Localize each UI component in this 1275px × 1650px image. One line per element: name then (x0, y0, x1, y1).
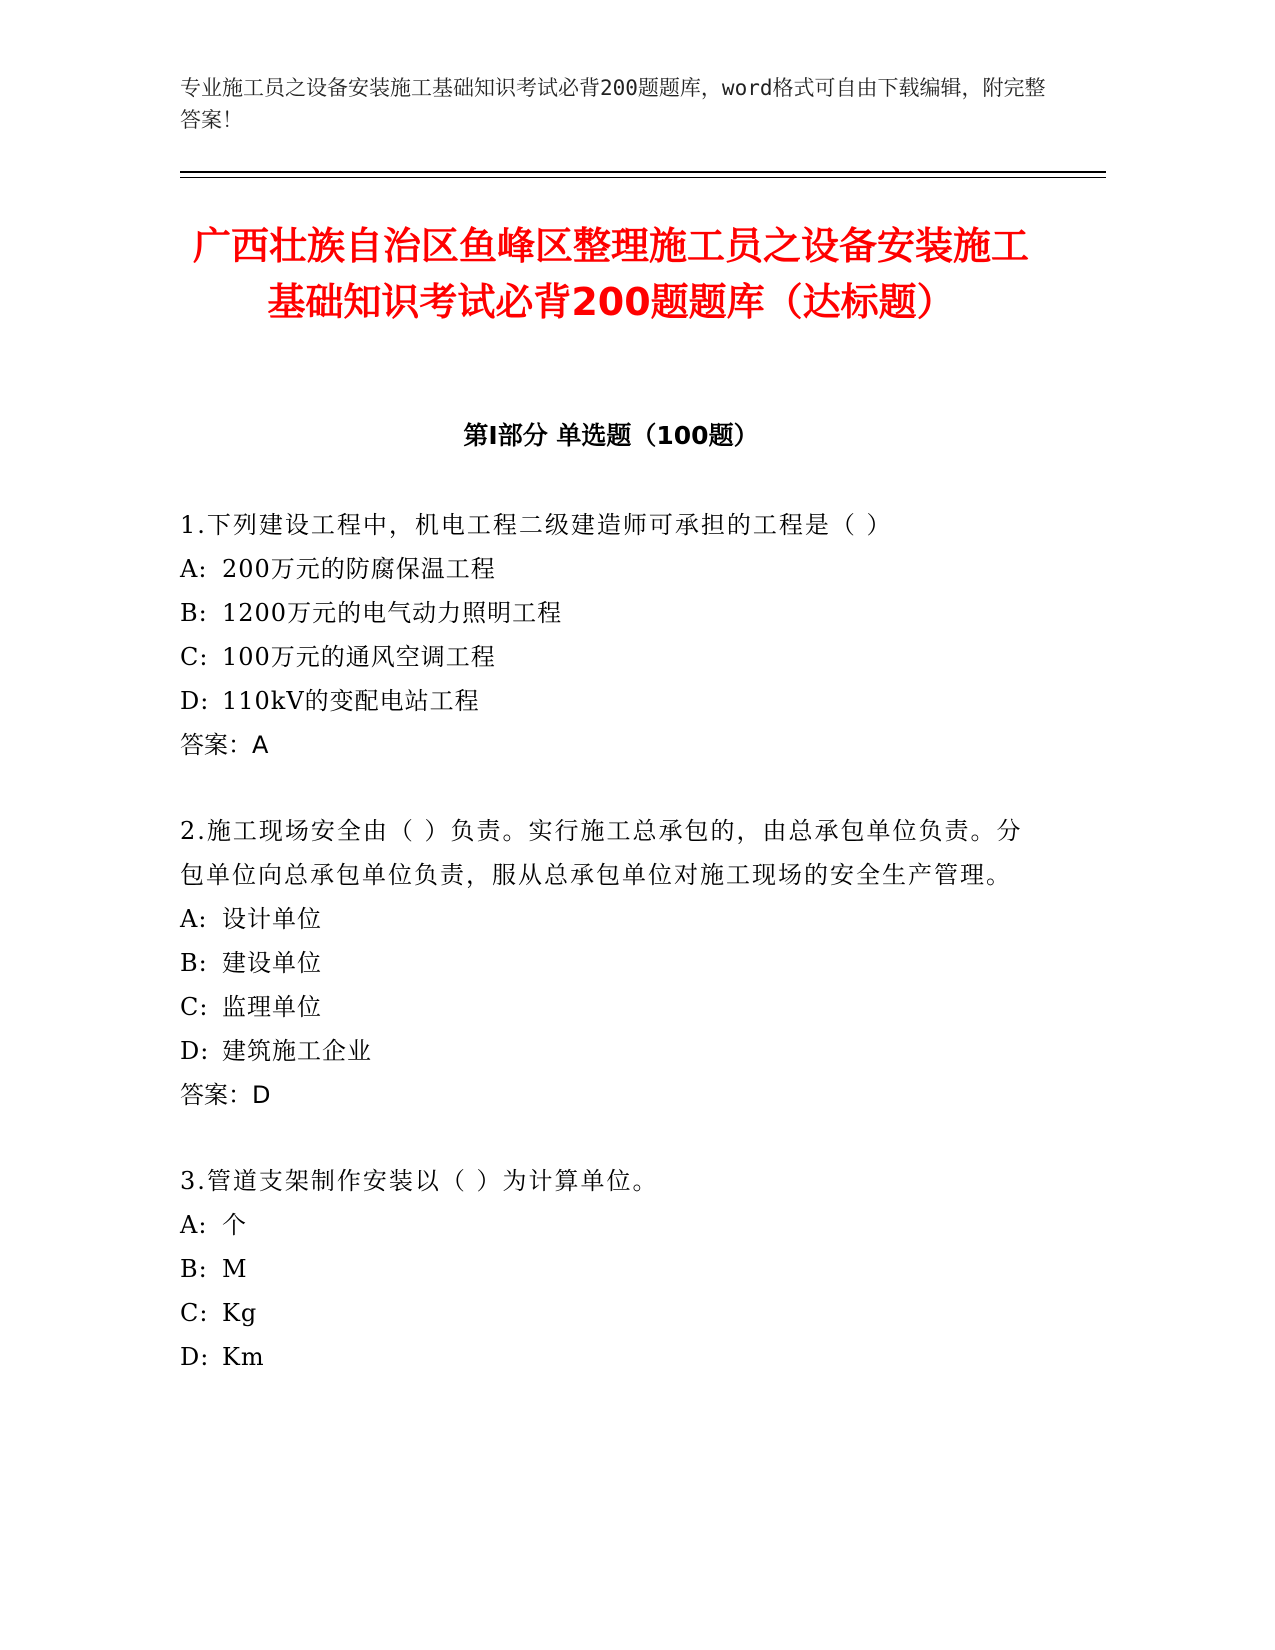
document-title: 广西壮族自治区鱼峰区整理施工员之设备安装施工基础知识考试必背200题题库（达标题） (192, 224, 1029, 324)
option-text: M (222, 1255, 248, 1283)
option-text: 100万元的通风空调工程 (222, 643, 496, 671)
question-list (180, 503, 1040, 1421)
option-a (180, 897, 1040, 941)
option-text: 200万元的防腐保温工程 (222, 555, 496, 583)
option-text: 1200万元的电气动力照明工程 (222, 599, 563, 627)
header-divider-thin (180, 177, 1106, 178)
option-b (180, 1247, 1040, 1291)
question-stem: 1.下列建设工程中，机电工程二级建造师可承担的工程是（ ） (180, 511, 893, 539)
question-1 (180, 503, 1040, 767)
option-a (180, 547, 1040, 591)
option-d (180, 1029, 1040, 1073)
option-key: A: (180, 555, 208, 583)
option-key: D: (180, 1343, 210, 1371)
question-stem: 2.施工现场安全由（ ）负责。实行施工总承包的，由总承包单位负责。分包单位向总承包单位负责，服从总承包单位对施工现场的安全生产管理。 (180, 817, 1023, 889)
answer-line: 答案：D (180, 1081, 271, 1109)
option-d (180, 1335, 1040, 1379)
option-text: 监理单位 (222, 993, 322, 1021)
option-c (180, 1291, 1040, 1335)
answer-line: 答案：A (180, 731, 269, 759)
option-text: 个 (222, 1211, 247, 1239)
option-key: D: (180, 687, 210, 715)
question-3 (180, 1159, 1040, 1379)
option-text: 设计单位 (222, 905, 322, 933)
option-key: B: (180, 599, 208, 627)
option-key: A: (180, 1211, 208, 1239)
option-key: A: (180, 905, 208, 933)
section-heading: 第Ⅰ部分 单选题（100题） (463, 421, 759, 450)
question-stem: 3.管道支架制作安装以（ ）为计算单位。 (180, 1167, 659, 1195)
option-a (180, 1203, 1040, 1247)
option-text: Kg (222, 1299, 258, 1327)
option-d (180, 679, 1040, 723)
option-b (180, 941, 1040, 985)
option-key: D: (180, 1037, 210, 1065)
option-key: B: (180, 1255, 208, 1283)
option-text: Km (222, 1343, 265, 1371)
question-2 (180, 809, 1040, 1117)
option-b (180, 591, 1040, 635)
option-text: 110kV的变配电站工程 (222, 687, 480, 715)
option-text: 建设单位 (222, 949, 322, 977)
header-divider-thick (180, 171, 1106, 173)
header-note: 专业施工员之设备安装施工基础知识考试必背200题题库，word格式可自由下载编辑，附完整答案！ (180, 76, 1046, 132)
option-c (180, 985, 1040, 1029)
option-key: C: (180, 993, 209, 1021)
option-text: 建筑施工企业 (222, 1037, 372, 1065)
option-key: C: (180, 1299, 209, 1327)
option-key: C: (180, 643, 209, 671)
option-key: B: (180, 949, 208, 977)
option-c (180, 635, 1040, 679)
